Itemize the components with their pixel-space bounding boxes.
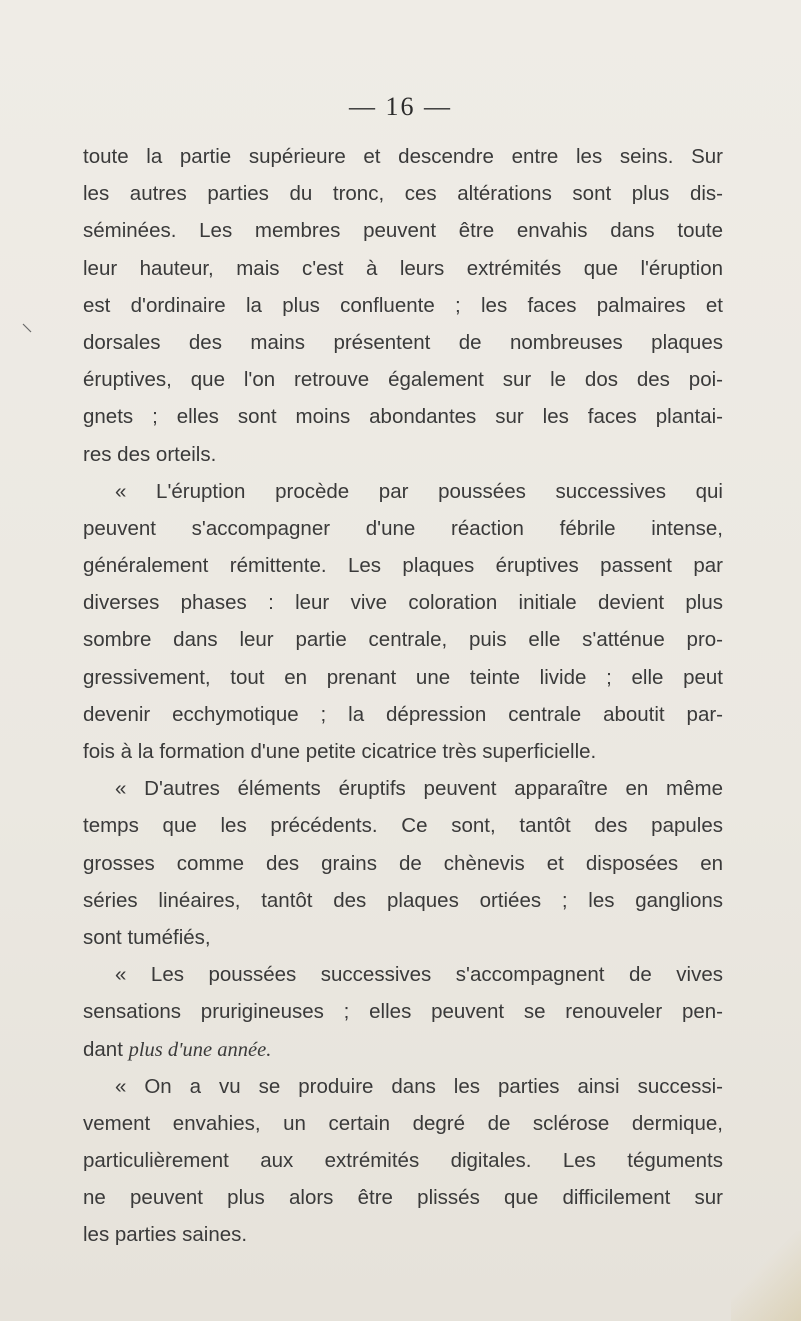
page-number-header: — 16 — (349, 92, 452, 121)
text-line: gnets ; elles sont moins abondantes sur les faces plantai- (83, 405, 723, 429)
text-line: peuvent s'accompagner d'une réaction fébrile intense, (83, 516, 723, 540)
text-line: séries linéaires, tantôt des plaques ortiées ; les ganglions (83, 888, 723, 912)
italic-phrase: plus d'une année. (128, 1038, 272, 1061)
text-line: diverses phases : leur vive coloration initiale devient plus (83, 591, 723, 615)
text-line: sont tuméfiés, (83, 925, 211, 949)
text-line: séminées. Les membres peuvent être envahis dans toute (83, 219, 723, 243)
text-line: leur hauteur, mais c'est à leurs extrémités que l'éruption (83, 256, 723, 280)
text-run: dant (83, 1037, 123, 1061)
text-line: particulièrement aux extrémités digitales. Les téguments (83, 1149, 723, 1173)
text-line: éruptives, que l'on retrouve également sur le dos des poi- (83, 368, 723, 392)
text-line: sombre dans leur partie centrale, puis elle s'atténue pro- (83, 628, 723, 652)
text-line: généralement rémittente. Les plaques éruptives passent par (83, 554, 723, 578)
text-line: grosses comme des grains de chènevis et disposées en (83, 851, 723, 875)
text-line: vement envahies, un certain degré de sclérose dermique, (83, 1111, 723, 1135)
text-line: fois à la formation d'une petite cicatrice très superficielle. (83, 740, 597, 763)
margin-mark (22, 323, 32, 333)
text-line: temps que les précédents. Ce sont, tantôt des papules (83, 814, 723, 838)
text-line: les parties saines. (83, 1223, 248, 1247)
text-line: est d'ordinaire la plus confluente ; les faces palmaires et (83, 293, 723, 317)
text-line: dorsales des mains présentent de nombreuses plaques (83, 330, 723, 354)
text-line: les autres parties du tronc, ces altérations sont plus dis- (83, 182, 723, 206)
text-line: devenir ecchymotique ; la dépression centrale aboutit par- (83, 702, 723, 726)
text-line: « L'éruption procède par poussées successives qui (115, 479, 723, 503)
text-line (83, 1031, 723, 1068)
text-line: « On a vu se produire dans les parties ainsi successi- (115, 1074, 723, 1098)
text-line: res des orteils. (83, 442, 217, 466)
text-line: sensations prurigineuses ; elles peuvent se renouveler pen- (83, 1000, 723, 1024)
text-line: ne peuvent plus alors être plissés que difficilement sur (83, 1186, 723, 1210)
text-line: « D'autres éléments éruptifs peuvent apparaître en même (115, 777, 723, 801)
body-text (83, 138, 723, 1254)
text-line: toute la partie supérieure et descendre entre les seins. Sur (83, 145, 723, 168)
text-line: gressivement, tout en prenant une teinte livide ; elle peut (83, 665, 723, 689)
text-line: « Les poussées successives s'accompagnent de vives (115, 963, 723, 987)
